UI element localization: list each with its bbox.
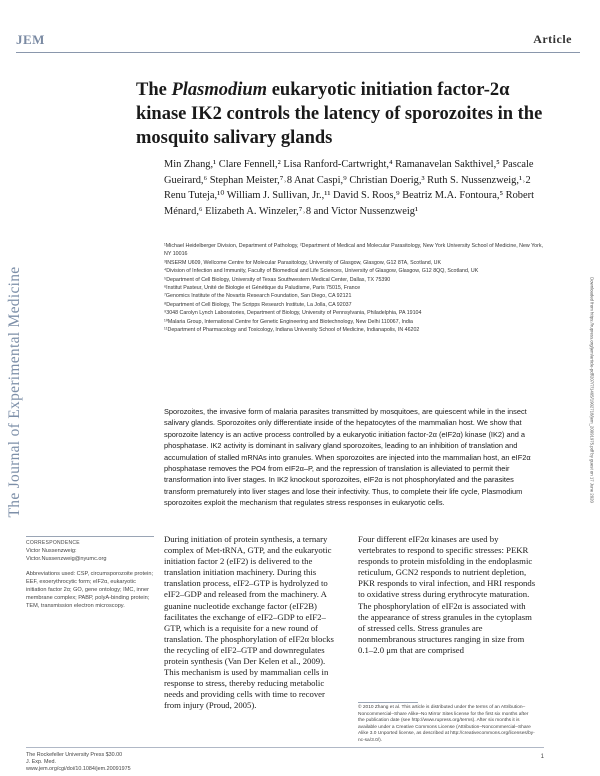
- affiliation-item: ³INSERM U609, Wellcome Centre for Molecular Parasitology, University of Glasgow, Glasgow, G12 8TA, Scotland, UK: [164, 259, 442, 266]
- correspondence-name: Victor Nussenzweig:: [26, 547, 77, 554]
- body-column-2: Four different eIF2α kinases are used by vertebrates to respond to specific stresses: PEKR responds to protein misfolding in the endoplasmic reticulum, GCN2 responds to nutrient depletion, PKR responds to viral infection, and HRI responds to oxidative stress during erythrocyte maturation. The phosphorylation of eIF2α is associated with the appearance of stress granules in the cytoplasm of stressed cells. Stress granules are nonmembranous structures ranging in size from 0.1–2.0 μm that are comprised: [358, 534, 536, 655]
- page-number: 1: [540, 754, 544, 760]
- correspondence-heading: CORRESPONDENCE: [26, 540, 80, 546]
- abstract: Sporozoites, the invasive form of malaria parasites transmitted by mosquitoes, are quiescent while in the insect salivary glands. Sporozoites only differentiate inside of the hepatocytes of the mammalian host. We show that sporozoite latency is an active process controlled by a eukaryotic initiation factor-2α (eIF2α) kinase (IK2) and a phosphatase. IK2 activity is dominant in salivary gland sporozoites, leading to an inhibition of translation and accumulation of stalled mRNAs into granules. When sporozoites are injected into the mammalian host, an eIF2α phosphatase removes the PO4 from eIF2α–P, and the repression of translation is alleviated to permit their transformation into liver stages. In IK2 knockout sporozoites, eIF2α is not phosphorylated and the parasites transform prematurely into liver stages and lose their infectivity. Thus, to complete their life cycle, Plasmodium sporozoites exploit the mechanism that regulates stress responses in eukaryotic cells.: [164, 407, 531, 508]
- affiliation-item: ⁵Department of Cell Biology, University of Texas Southwestern Medical Center, Dallas, TX 75390: [164, 276, 391, 283]
- header-divider: [16, 52, 580, 53]
- correspondence-email[interactable]: Victor.Nussenzweig@nyumc.org: [26, 555, 107, 562]
- title-pre: The: [136, 80, 172, 100]
- affiliation-item: ¹⁰Malaria Group, International Centre for Genetic Engineering and Biotechnology, New Delhi 110067, India: [164, 318, 413, 325]
- title-post: eukaryotic initiation factor-2α kinase IK2 controls the latency of sporozoites in the mosquito salivary glands: [136, 80, 543, 148]
- affiliation-item: ⁹3048 Carolyn Lynch Laboratories, Department of Biology, University of Pennsylvania, Philadelphia, PA 19104: [164, 310, 422, 317]
- author-list: Min Zhang,¹ Clare Fennell,² Lisa Ranford-Cartwright,⁴ Ramanavelan Sakthivel,⁵ Pascale Gueirard,⁶ Stephan Meister,⁷˒8 Anat Caspi,⁹ Christian Doerig,³ Ruth S. Nussenzweig,¹˒2 Renu Tuteja,¹⁰ William J. Sullivan, Jr.,¹¹ David S. Roos,⁹ Beatriz M.A. Fontoura,⁵ Robert Ménard,⁶ Elizabeth A. Winzeler,⁷˒8 and Victor Nussenzweig¹: [164, 159, 534, 217]
- page-header: [16, 32, 584, 48]
- footer-divider: [26, 747, 544, 748]
- affiliation-item: ⁶Institut Pasteur, Unité de Biologie et Génétique du Paludisme, Paris 75015, France: [164, 285, 361, 292]
- page-footer: [26, 752, 186, 774]
- title-italic: Plasmodium: [171, 80, 268, 100]
- side-journal-text: The Journal of Experimental Medicine: [6, 266, 23, 518]
- sidebar-notes: [26, 536, 154, 610]
- affiliation-item: ¹¹Department of Pharmacology and Toxicology, Indiana University School of Medicine, Indianapolis, IN 46202: [164, 327, 420, 334]
- side-journal-name: [4, 262, 26, 522]
- affiliation-item: ¹Michael Heidelberger Division, Department of Pathology, ²Department of Medical and Molecular Parasitology, New York University School of Medicine, New York, NY 10016: [164, 243, 544, 258]
- journal-logo: JEM: [16, 32, 45, 47]
- affiliation-item: ⁴Division of Infection and Immunity, Faculty of Biomedical and Life Sciences, University of Glasgow, Glasgow, G12 8QQ, Scotland, UK: [164, 268, 479, 275]
- footer-publisher: The Rockefeller University Press $30.00: [26, 752, 123, 758]
- license-notice: [358, 702, 536, 745]
- footer-journal: J. Exp. Med.: [26, 759, 56, 766]
- body-column-1: During initiation of protein synthesis, a ternary complex of Met-tRNA, GTP, and the eukaryotic initiation factor 2 (eIF2) is delivered to the translation initiation machinery. During this translation process, eIF2–GTP is hydrolyzed to eIF2–GDP and released from the machinery. A guanine nucleotide exchange factor (eIF2B) facilitates the exchange of eIF2–GDP to eIF2–GTP, which is a requisite for a new round of translation. The phosphorylation of eIF2α blocks the recycling of eIF2–GTP and downregulates protein synthesis (Van Der Kelen et al., 2009). This mechanism is used by mammalian cells in response to stress, thereby reducing metabolic needs and providing cells with time to recover from injury (Proud, 2005).: [164, 534, 334, 711]
- license-divider: [358, 702, 418, 703]
- affiliation-item: ⁸Department of Cell Biology, The Scripps Research Institute, La Jolla, CA 92037: [164, 301, 352, 308]
- footer-doi-link[interactable]: www.jem.org/cgi/doi/10.1084/jem.20091975: [26, 766, 131, 773]
- article-type-label: Article: [533, 32, 572, 46]
- article-title: [136, 78, 556, 150]
- download-notice-text: Downloaded from https://rupress.org/jem/article-pdf/207/7/1465/1902718/jem_20091975.pdf by guest on 17 June 2020: [589, 277, 595, 503]
- download-notice: [586, 200, 598, 580]
- sidebar-divider: [26, 536, 154, 537]
- abbreviations: Abbreviations used: CSP, circumsporozoite protein; EEF, exoerythrocytic form; eIF2α, eukaryotic initiation factor 2α; GO, gene ontology; IMC, inner membrane complex; PABP, polyA-binding protein; TEM, transmission electron microscopy.: [26, 571, 154, 609]
- affiliation-list: [164, 242, 544, 334]
- license-text: © 2010 Zhang et al. This article is distributed under the terms of an Attribution–Noncommercial–Share Alike–No Mirror Sites license for the first six months after the publication date (see http://www.rupress.org/terms). After six months it is available under a Creative Commons License (Attribution–Noncommercial–Share Alike 3.0 Unported license, as described at http://creativecommons.org/licenses/by-nc-sa/3.0/).: [358, 705, 535, 743]
- affiliation-item: ⁷Genomics Institute of the Novartis Research Foundation, San Diego, CA 92121: [164, 293, 352, 300]
